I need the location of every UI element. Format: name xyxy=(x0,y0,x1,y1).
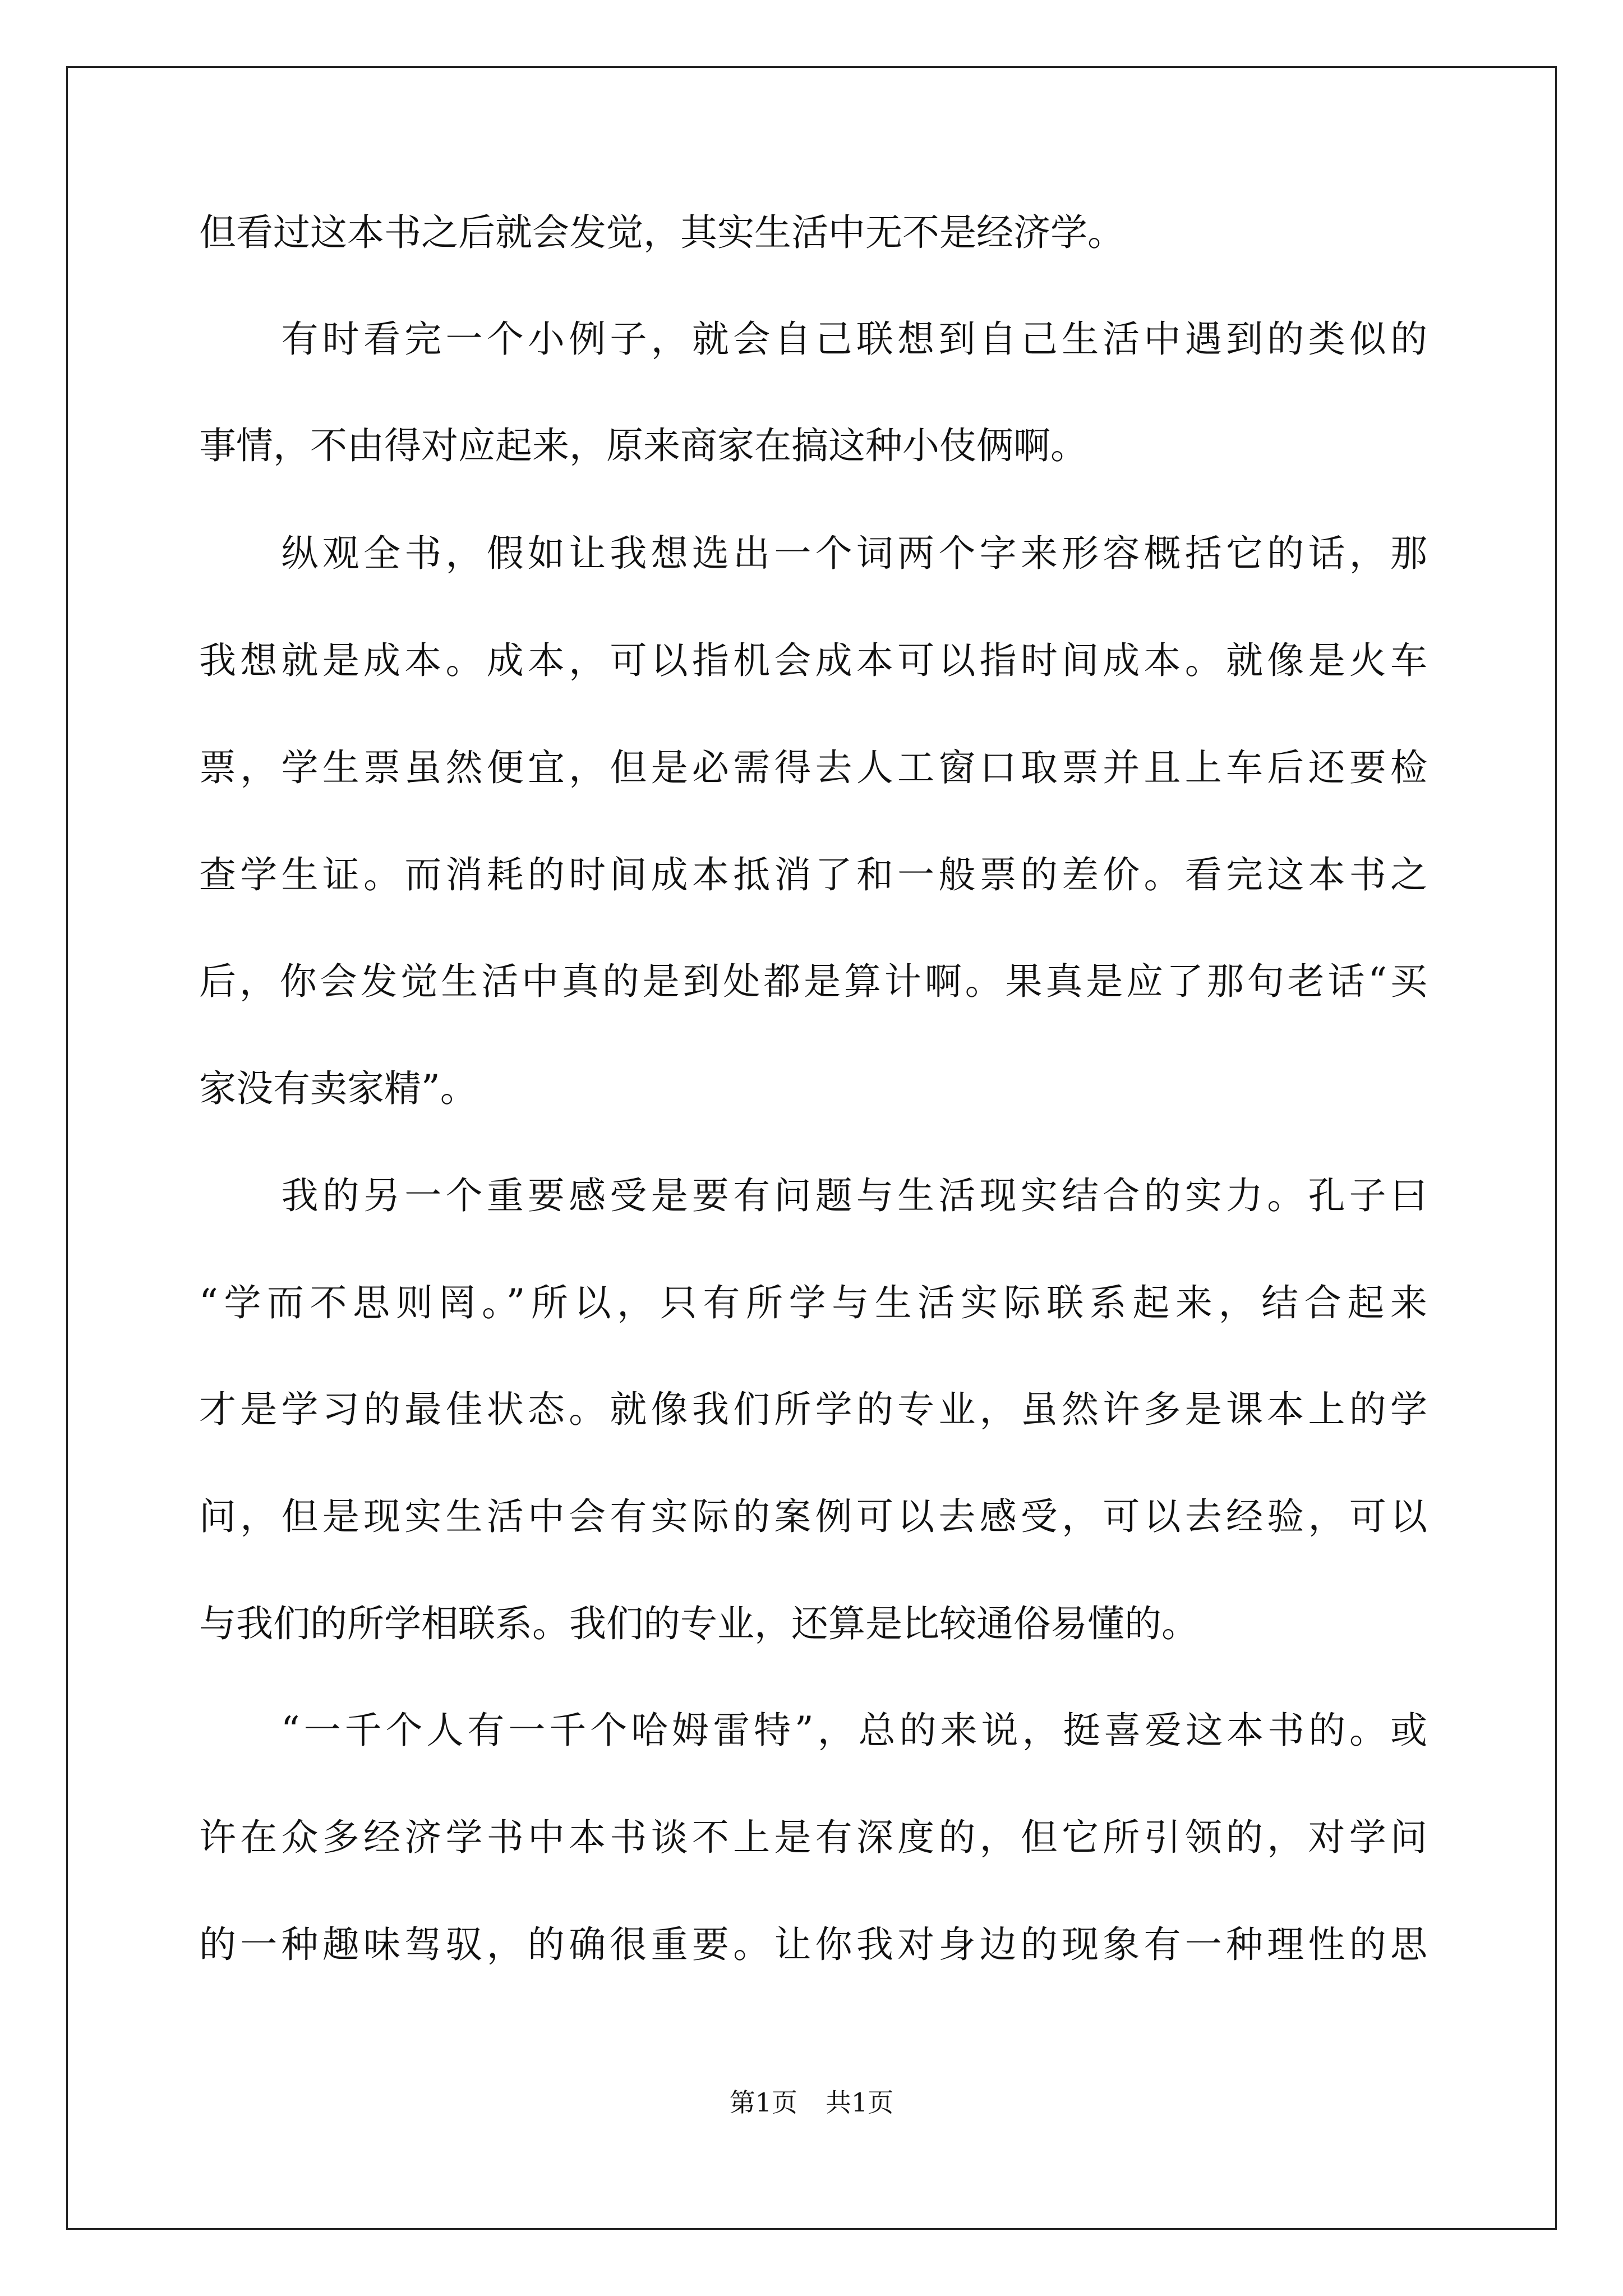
text-line: 事情，不由得对应起来，原来商家在搞这种小伎俩啊。 xyxy=(199,424,1087,467)
text-line: 家没有卖家精”。 xyxy=(199,1067,477,1110)
text-line: 问，但是现实生活中会有实际的案例可以去感受，可以去经验，可以 xyxy=(199,1495,1427,1538)
text-line: 后，你会发觉生活中真的是到处都是算计啊。果真是应了那句老话“买 xyxy=(199,960,1427,1003)
text-line: “一千个人有一千个哈姆雷特”，总的来说，挺喜爱这本书的。或 xyxy=(199,1709,1427,1752)
page-number: 第1页 xyxy=(729,2087,797,2118)
page-border xyxy=(66,66,1557,2230)
text-line: 查学生证。而消耗的时间成本抵消了和一般票的差价。看完这本书之 xyxy=(199,853,1427,896)
text-line: 但看过这本书之后就会发觉，其实生活中无不是经济学。 xyxy=(199,211,1124,254)
text-line: 我想就是成本。成本，可以指机会成本可以指时间成本。就像是火车 xyxy=(199,639,1427,682)
text-line: 才是学习的最佳状态。就像我们所学的专业，虽然许多是课本上的学 xyxy=(199,1388,1427,1431)
text-line: 票，学生票虽然便宜，但是必需得去人工窗口取票并且上车后还要检 xyxy=(199,746,1427,789)
text-line: 的一种趣味驾驭，的确很重要。让你我对身边的现象有一种理性的思 xyxy=(199,1923,1427,1966)
page-footer xyxy=(0,2086,1623,2119)
text-line: 纵观全书，假如让我想选出一个词两个字来形容概括它的话，那 xyxy=(199,532,1427,575)
text-line: 我的另一个重要感受是要有问题与生活现实结合的实力。孔子曰 xyxy=(199,1174,1427,1217)
text-line: “学而不思则罔。”所以，只有所学与生活实际联系起来，结合起来 xyxy=(199,1281,1427,1324)
text-line: 与我们的所学相联系。我们的专业，还算是比较通俗易懂的。 xyxy=(199,1602,1198,1645)
page-total: 共1页 xyxy=(826,2087,894,2118)
text-line: 有时看完一个小例子，就会自己联想到自己生活中遇到的类似的 xyxy=(199,318,1427,361)
text-line: 许在众多经济学书中本书谈不上是有深度的，但它所引领的，对学问 xyxy=(199,1816,1427,1859)
